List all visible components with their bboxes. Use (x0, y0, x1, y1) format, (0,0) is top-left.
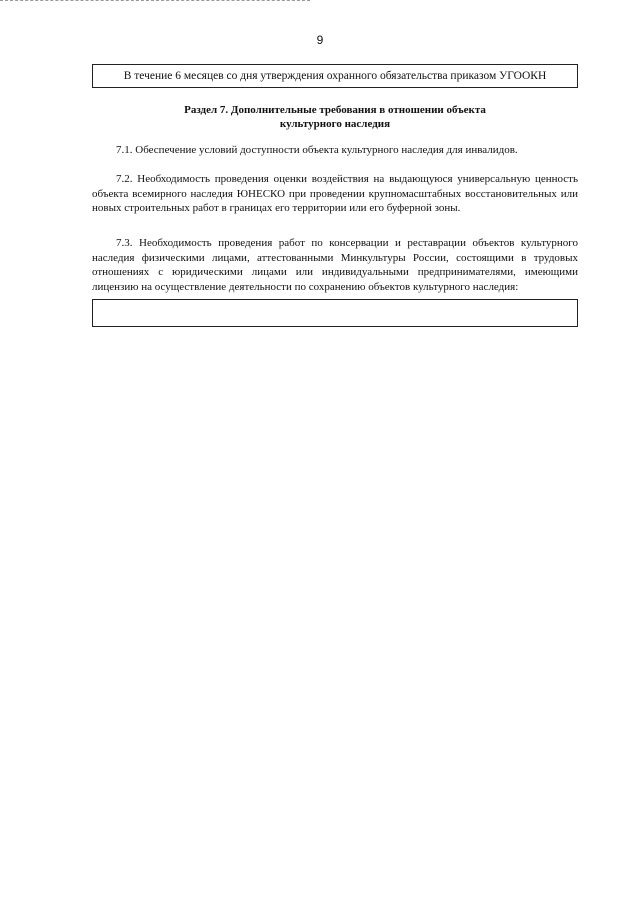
section-title-line1: Раздел 7. Дополнительные требования в отношении объекта (184, 104, 486, 116)
paragraph-7-1: 7.1. Обеспечение условий доступности объекта культурного наследия для инвалидов. (116, 144, 518, 156)
deadline-box (92, 64, 578, 88)
paragraph-7-3: 7.3. Необходимость проведения работ по консервации и реставрации объектов культурного наследия физическими лицами, аттестованными Минкультуры России, состоящими в трудовых отношениях с юридическими лицами или индивидуальными предпринимателями, имеющими лицензию на осуществление деятельности по сохранению объектов культурного наследия: (92, 237, 578, 293)
paragraph-7-2: 7.2. Необходимость проведения оценки воздействия на выдающуюся универсальную ценность объекта всемирного наследия ЮНЕСКО при проведении крупномасштабных восстановительных или новых строительных работ в границах его территории или его буферной зоны. (92, 173, 578, 214)
scan-artifact-dashes (0, 0, 310, 5)
section-title-line2: культурного наследия (279, 118, 391, 130)
section-title (92, 103, 578, 131)
empty-answer-box (92, 299, 578, 327)
page-number: 9 (316, 33, 324, 47)
deadline-text: В течение 6 месяцев со дня утверждения охранного обязательства приказом УГООКН (123, 70, 547, 82)
